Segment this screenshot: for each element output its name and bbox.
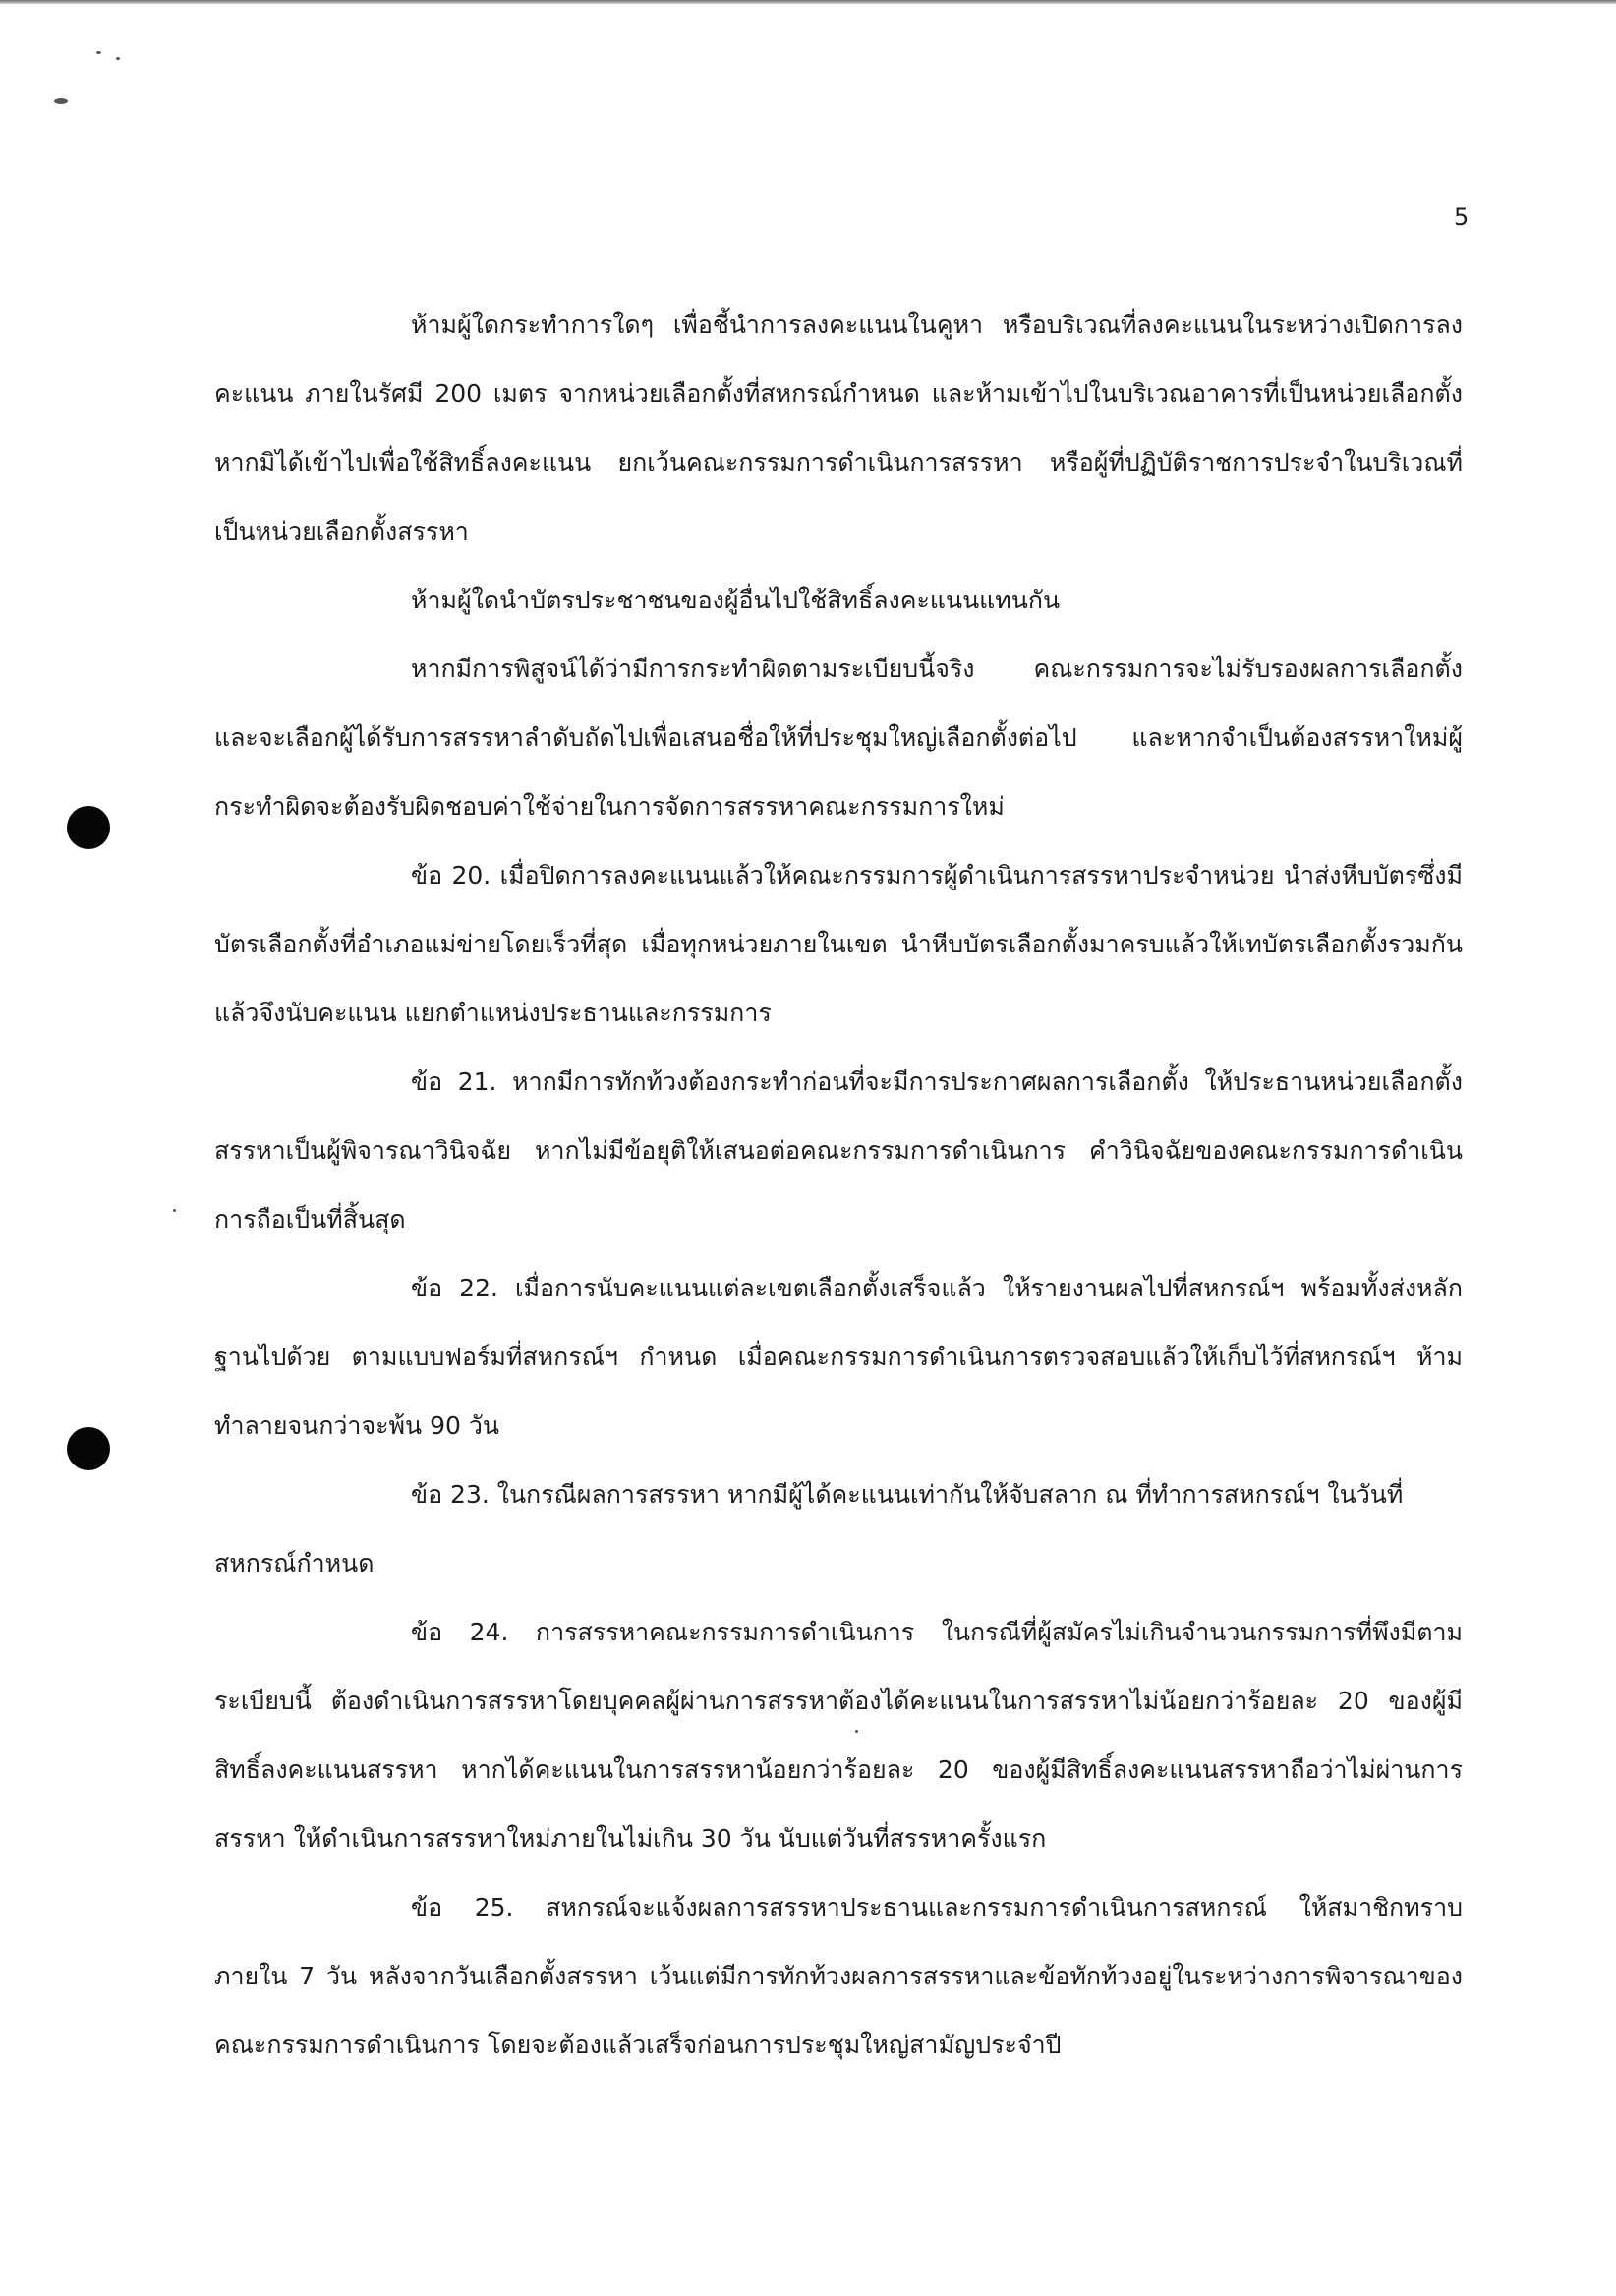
clause-24: ข้อ 24. การสรรหาคณะกรรมการดำเนินการ ในกรณีที่ผู้สมัครไม่เกินจำนวนกรรมการที่พึงมีตามระเบียบนี้ ต้องดำเนินการสรรหาโดยบุคคลผู้ผ่านการสรรหาต้องได้คะแนนในการสรรหาไม่น้อยกว่าร้อยละ 20 ของผู้มีสิทธิ์ลงคะแนนสรรหา หากได้คะแนนในการสรรหาน้อยกว่าร้อยละ 20 ของผู้มีสิทธิ์ลงคะแนนสรรหาถือว่าไม่ผ่านการสรรหา ให้ดำเนินการสรรหาใหม่ภายในไม่เกิน 30 วัน นับแต่วันที่สรรหาครั้งแรก: [214, 1618, 1463, 1853]
scan-top-edge: [0, 0, 1616, 4]
scan-speck: [116, 57, 120, 60]
paragraph-id-card-restriction: ห้ามผู้ใดนำบัตรประชาชนของผู้อื่นไปใช้สิทธิ์ลงคะแนนแทนกัน: [411, 586, 1061, 614]
paragraph-violation-consequence: หากมีการพิสูจน์ได้ว่ามีการกระทำผิดตามระเบียบนี้จริง คณะกรรมการจะไม่รับรองผลการเลือกตั้ง และจะเลือกผู้ได้รับการสรรหาลำดับถัดไปเพื่อเสนอชื่อให้ที่ประชุมใหญ่เลือกตั้งต่อไป และหากจำเป็นต้องสรรหาใหม่ผู้กระทำผิดจะต้องรับผิดชอบค่าใช้จ่ายในการจัดการสรรหาคณะกรรมการใหม่: [214, 655, 1463, 821]
scan-speck: [173, 1209, 176, 1212]
page-number: 5: [1454, 203, 1470, 231]
punch-hole-lower: [67, 1427, 110, 1470]
clause-25: ข้อ 25. สหกรณ์จะแจ้งผลการสรรหาประธานและกรรมการดำเนินการสหกรณ์ ให้สมาชิกทราบภายใน 7 วัน หลังจากวันเลือกตั้งสรรหา เว้นแต่มีการทักท้วงผลการสรรหาและข้อทักท้วงอยู่ในระหว่างการพิจารณาของคณะกรรมการดำเนินการ โดยจะต้องแล้วเสร็จก่อนการประชุมใหญ่สามัญประจำปี: [214, 1893, 1463, 2059]
document-body: [214, 291, 1463, 2080]
punch-hole-upper: [67, 806, 110, 849]
clause-22: ข้อ 22. เมื่อการนับคะแนนแต่ละเขตเลือกตั้งเสร็จแล้ว ให้รายงานผลไปที่สหกรณ์ฯ พร้อมทั้งส่งหลักฐานไปด้วย ตามแบบฟอร์มที่สหกรณ์ฯ กำหนด เมื่อคณะกรรมการดำเนินการตรวจสอบแล้วให้เก็บไว้ที่สหกรณ์ฯ ห้ามทำลายจนกว่าจะพ้น 90 วัน: [214, 1274, 1463, 1440]
paragraph-campaign-restriction: ห้ามผู้ใดกระทำการใดๆ เพื่อชี้นำการลงคะแนนในคูหา หรือบริเวณที่ลงคะแนนในระหว่างเปิดการลงคะแนน ภายในรัศมี 200 เมตร จากหน่วยเลือกตั้งที่สหกรณ์กำหนด และห้ามเข้าไปในบริเวณอาคารที่เป็นหน่วยเลือกตั้งหากมิได้เข้าไปเพื่อใช้สิทธิ์ลงคะแนน ยกเว้นคณะกรรมการดำเนินการสรรหา หรือผู้ที่ปฏิบัติราชการประจำในบริเวณที่เป็นหน่วยเลือกตั้งสรรหา: [214, 311, 1463, 545]
clause-20: ข้อ 20. เมื่อปิดการลงคะแนนแล้วให้คณะกรรมการผู้ดำเนินการสรรหาประจำหน่วย นำส่งหีบบัตรซึ่งมีบัตรเลือกตั้งที่อำเภอแม่ข่ายโดยเร็วที่สุด เมื่อทุกหน่วยภายในเขต นำหีบบัตรเลือกตั้งมาครบแล้วให้เทบัตรเลือกตั้งรวมกันแล้วจึงนับคะแนน แยกตำแหน่งประธานและกรรมการ: [214, 861, 1463, 1027]
clause-23: ข้อ 23. ในกรณีผลการสรรหา หากมีผู้ได้คะแนนเท่ากันให้จับสลาก ณ ที่ทำการสหกรณ์ฯ ในวันที่สหกรณ์กำหนด: [214, 1480, 1404, 1578]
clause-21: ข้อ 21. หากมีการทักท้วงต้องกระทำก่อนที่จะมีการประกาศผลการเลือกตั้ง ให้ประธานหน่วยเลือกตั้งสรรหาเป็นผู้พิจารณาวินิจฉัย หากไม่มีข้อยุติให้เสนอต่อคณะกรรมการดำเนินการ คำวินิจฉัยของคณะกรรมการดำเนินการถือเป็นที่สิ้นสุด: [214, 1067, 1463, 1234]
scan-speck: [54, 98, 68, 104]
scan-speck: [96, 51, 101, 54]
